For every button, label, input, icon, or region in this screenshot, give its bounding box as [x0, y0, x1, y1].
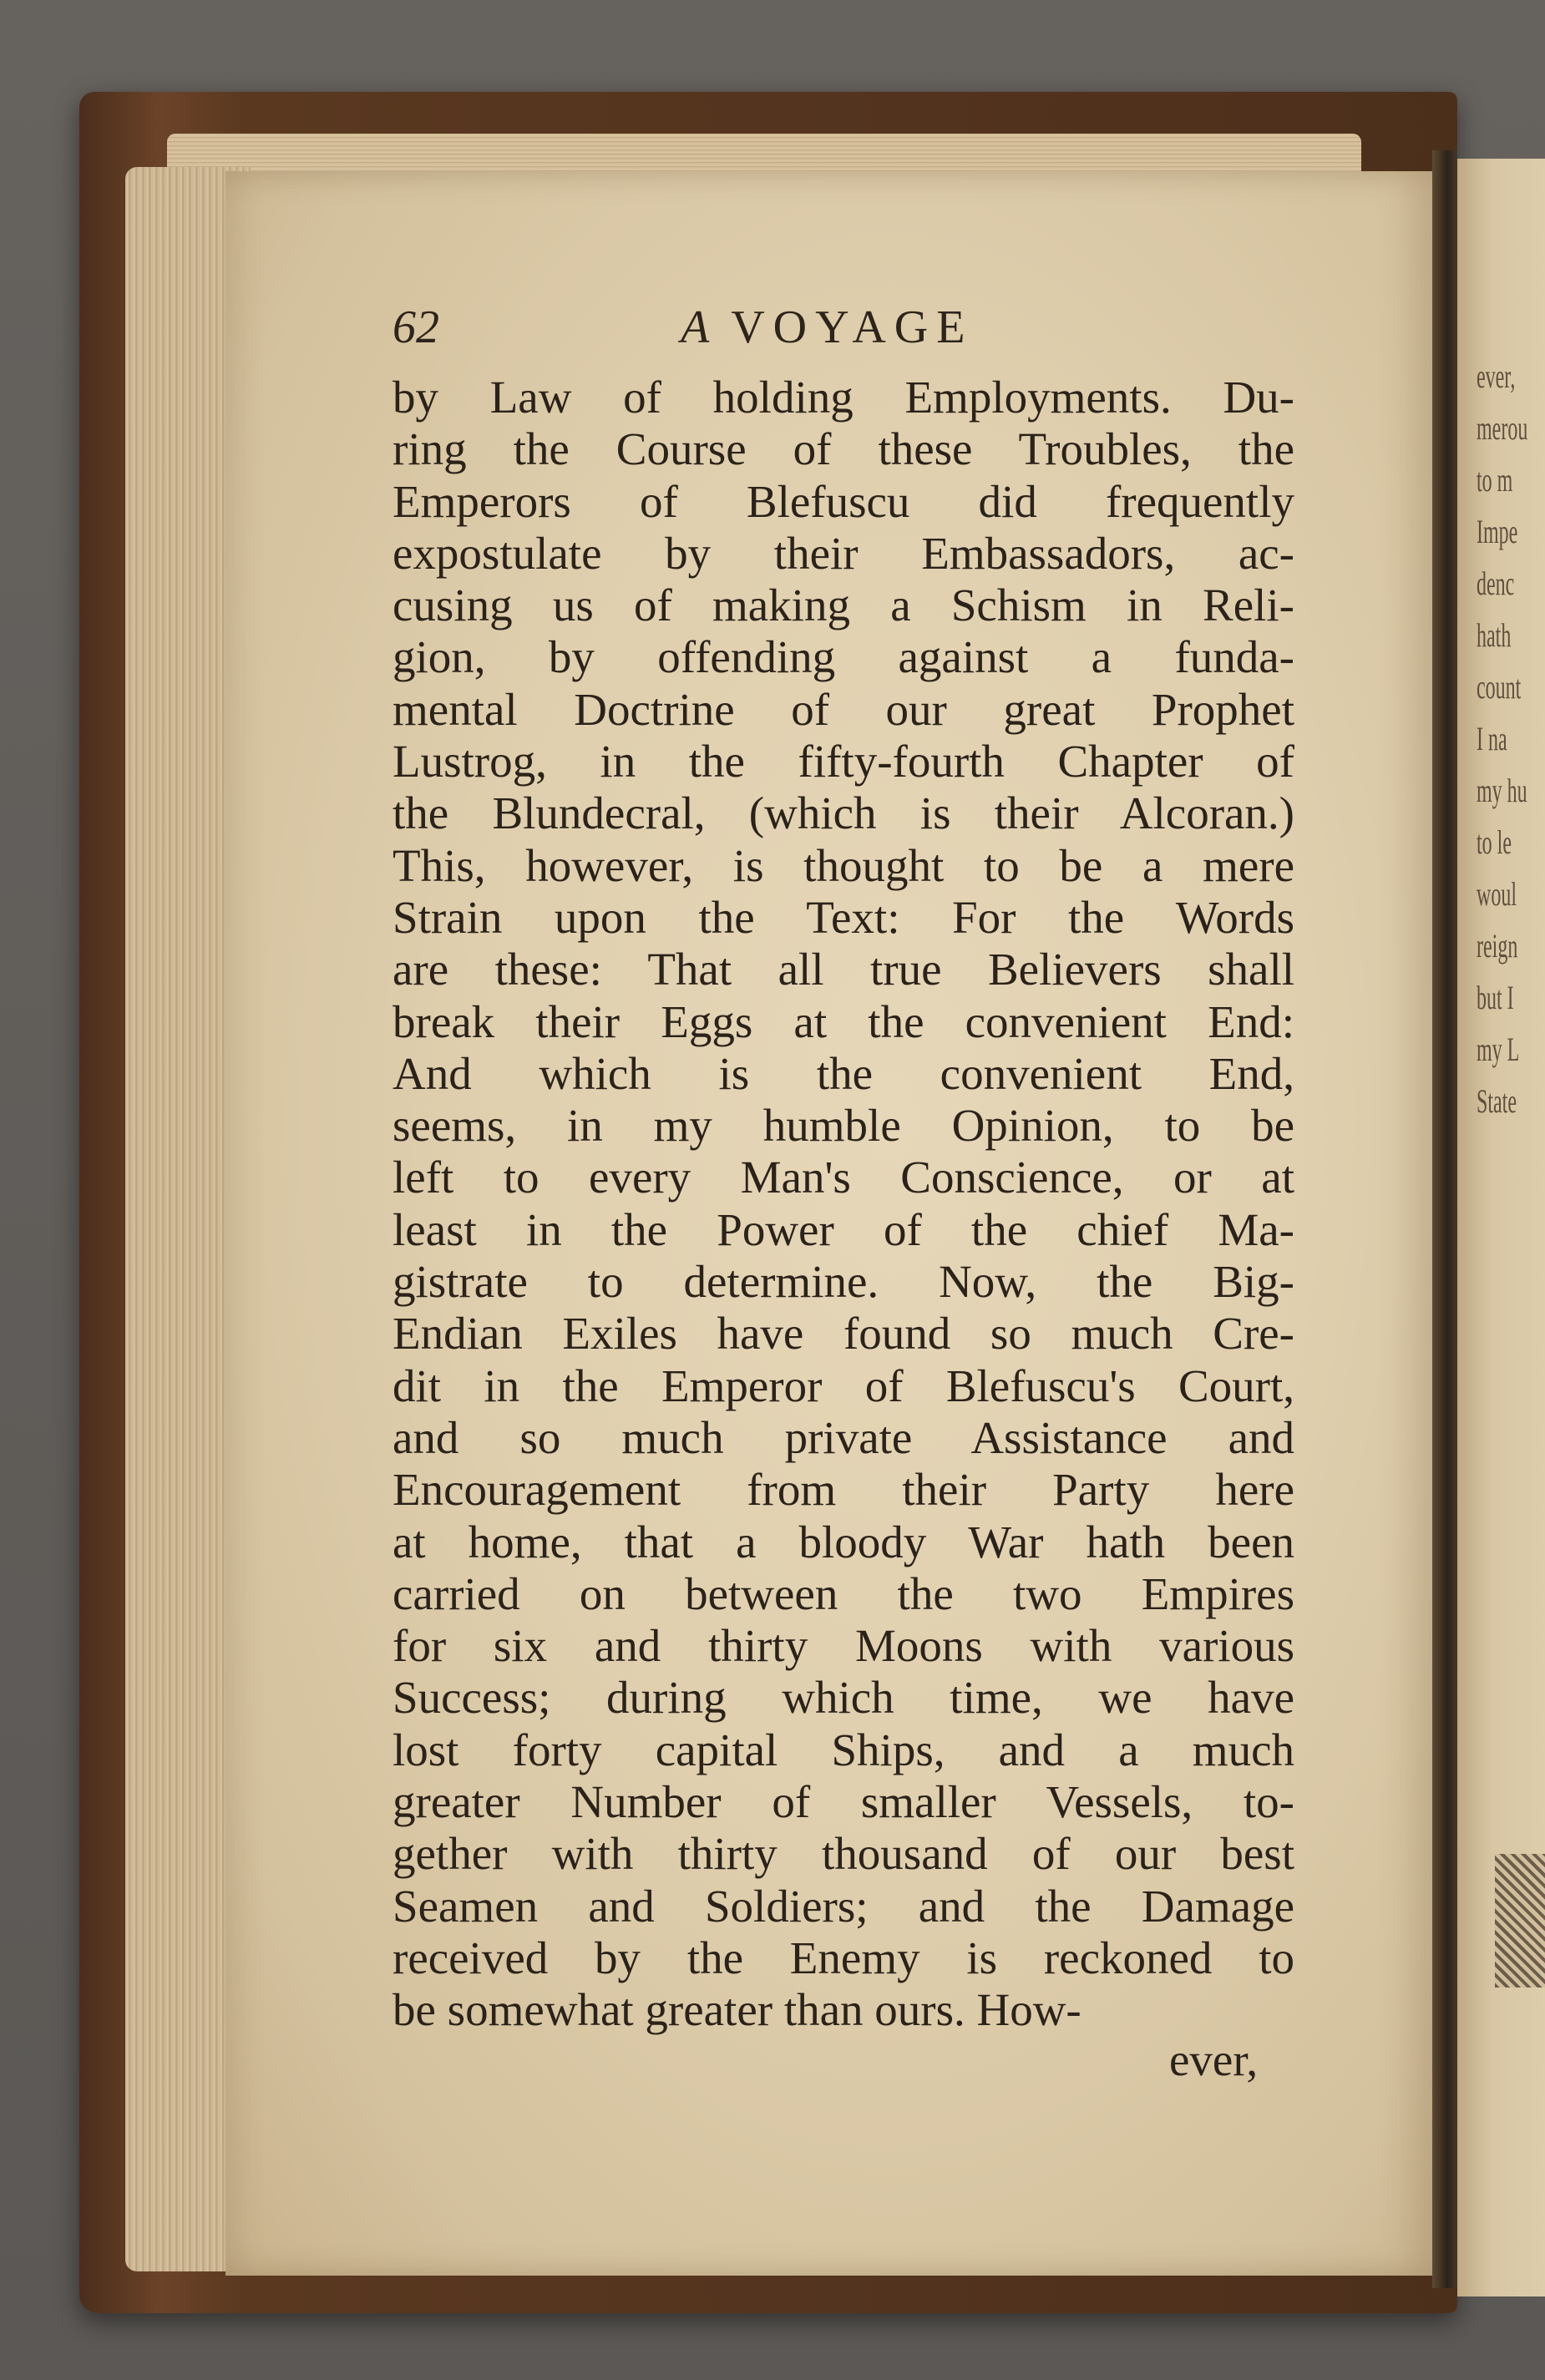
- text-line: Emperors of Blefuscu did frequently: [393, 475, 1294, 527]
- facing-line: but I: [1477, 979, 1514, 1016]
- text-line: expostulate by their Embassadors, ac-: [393, 527, 1294, 579]
- facing-line: count: [1477, 668, 1522, 706]
- text-line: Endian Exiles have found so much Cre-: [393, 1308, 1294, 1360]
- facing-line: to m: [1477, 461, 1513, 499]
- text-line: least in the Power of the chief Ma-: [393, 1203, 1294, 1255]
- text-line: dit in the Emperor of Blefuscu's Court,: [393, 1360, 1294, 1411]
- text-line: Lustrog, in the fifty-fourth Chapter of: [393, 736, 1294, 787]
- running-title-word: VOYAGE: [731, 301, 974, 353]
- text-line: carried on between the two Empires: [393, 1567, 1294, 1619]
- text-line: cusing us of making a Schism in Reli-: [393, 580, 1294, 631]
- text-line: And which is the convenient End,: [393, 1047, 1294, 1099]
- text-line: and so much private Assistance and: [393, 1411, 1294, 1463]
- body-text: [393, 372, 1294, 2037]
- facing-page-text: [1477, 351, 1528, 1127]
- facing-line: ever,: [1477, 357, 1516, 395]
- text-line: This, however, is thought to be a mere: [393, 839, 1294, 891]
- facing-line: woul: [1477, 875, 1517, 913]
- text-line: are these: That all true Believers shall: [393, 944, 1294, 995]
- text-line: received by the Enemy is reckoned to: [393, 1932, 1294, 1983]
- text-line: be somewhat greater than ours. How-: [393, 1984, 1082, 2036]
- text-line: mental Doctrine of our great Prophet: [393, 683, 1294, 735]
- text-line: Success; during which time, we have: [393, 1672, 1294, 1724]
- facing-line: reign: [1477, 927, 1518, 965]
- facing-line: hath: [1477, 616, 1512, 654]
- text-line: Strain upon the Text: For the Words: [393, 891, 1294, 943]
- text-line: gether with thirty thousand of our best: [393, 1828, 1294, 1880]
- text-line: Seamen and Soldiers; and the Damage: [393, 1880, 1294, 1932]
- facing-line: Impe: [1477, 513, 1518, 550]
- running-title: [681, 301, 973, 354]
- facing-line: denc: [1477, 565, 1515, 602]
- facing-line: my L: [1477, 1030, 1520, 1068]
- text-line: for six and thirty Moons with various: [393, 1620, 1294, 1672]
- text-line: by Law of holding Employments. Du-: [393, 372, 1294, 423]
- page-number: 62: [393, 301, 439, 353]
- text-line: greater Number of smaller Vessels, to-: [393, 1776, 1294, 1828]
- running-title-lead: A: [681, 301, 710, 353]
- text-line: Encouragement from their Party here: [393, 1464, 1294, 1516]
- text-line: left to every Man's Conscience, or at: [393, 1152, 1294, 1203]
- facing-line: to le: [1477, 823, 1512, 861]
- text-line: gistrate to determine. Now, the Big-: [393, 1256, 1294, 1308]
- text-line: break their Eggs at the convenient End:: [393, 995, 1294, 1047]
- text-line: ring the Course of these Troubles, the: [393, 423, 1294, 475]
- running-head: [393, 301, 1294, 367]
- facing-page-ornament: [1495, 1854, 1545, 1988]
- catchword: ever,: [1169, 2034, 1259, 2085]
- text-line: lost forty capital Ships, and a much: [393, 1724, 1294, 1775]
- facing-line: I na: [1477, 720, 1507, 757]
- facing-line: my hu: [1477, 772, 1527, 809]
- text-line: gion, by offending against a funda-: [393, 631, 1294, 683]
- facing-line: State: [1477, 1082, 1517, 1120]
- text-line: the Blundecral, (which is their Alcoran.): [393, 787, 1294, 839]
- book-gutter: [1432, 150, 1457, 2288]
- text-line: seems, in my humble Opinion, to be: [393, 1100, 1294, 1152]
- facing-line: merou: [1477, 409, 1528, 447]
- text-line: at home, that a bloody War hath been: [393, 1516, 1294, 1567]
